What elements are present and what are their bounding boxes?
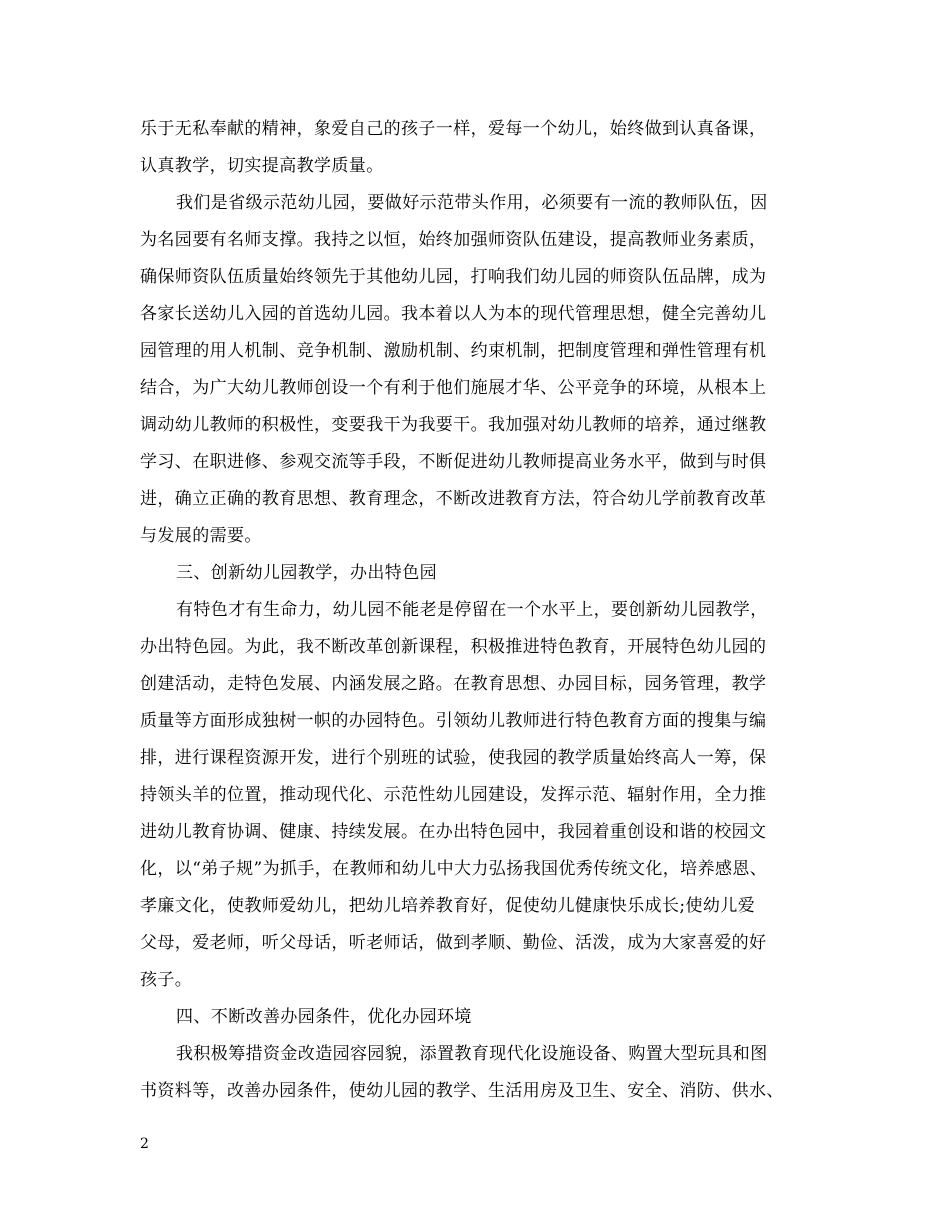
- section-heading: 三、创新幼儿园教学，办出特色园: [176, 563, 437, 583]
- page-number: 2: [140, 1136, 149, 1152]
- text-line: 化，以“弟子规”为抓手，在教师和幼儿中大力弘扬我国优秀传统文化，培养感恩、: [140, 859, 768, 879]
- text-line: 认真教学，切实提高教学质量。: [140, 156, 384, 176]
- text-line: 园管理的用人机制、竞争机制、激励机制、约束机制，把制度管理和弹性管理有机: [140, 341, 767, 361]
- text-line: 创建活动，走特色发展、内涵发展之路。在教育思想、办园目标，园务管理，教学: [140, 674, 767, 694]
- paragraph-start-line: 我积极筹措资金改造园容园貌，添置教育现代化设施设备、购置大型玩具和图: [176, 1044, 768, 1064]
- text-line: 调动幼儿教师的积极性，变要我干为我要干。我加强对幼儿教师的培养，通过继教: [140, 415, 767, 435]
- text-line: 父母，爱老师，听父母话，听老师话，做到孝顺、勤俭、活泼，成为大家喜爱的好: [140, 933, 767, 953]
- text-line: 持领头羊的位置，推动现代化、示范性幼儿园建设，发挥示范、辐射作用，全力推: [140, 785, 767, 805]
- paragraph-start-line: 有特色才有生命力，幼儿园不能老是停留在一个水平上，要创新幼儿园教学，: [176, 600, 768, 620]
- text-line: 办出特色园。为此，我不断改革创新课程，积极推进特色教育，开展特色幼儿园的: [140, 637, 767, 657]
- text-line: 确保师资队伍质量始终领先于其他幼儿园，打响我们幼儿园的师资队伍品牌，成为: [140, 267, 767, 287]
- text-line: 各家长送幼儿入园的首选幼儿园。我本着以人为本的现代管理思想，健全完善幼儿: [140, 304, 767, 324]
- section-heading: 四、不断改善办园条件，优化办园环境: [176, 1007, 472, 1027]
- text-line: 孩子。: [140, 970, 193, 990]
- text-line: 进，确立正确的教育思想、教育理念，不断改进教育方法，符合幼儿学前教育改革: [140, 489, 767, 509]
- text-line: 孝廉文化，使教师爱幼儿，把幼儿培养教育好，促使幼儿健康快乐成长;使幼儿爱: [140, 896, 756, 916]
- text-line: 进幼儿教育协调、健康、持续发展。在办出特色园中，我园着重创设和谐的校园文: [140, 822, 767, 842]
- text-line: 学习、在职进修、参观交流等手段，不断促进幼儿教师提高业务水平，做到与时俱: [140, 452, 767, 472]
- paragraph-start-line: 我们是省级示范幼儿园，要做好示范带头作用，必须要有一流的教师队伍，因: [176, 193, 768, 213]
- text-line: 结合，为广大幼儿教师创设一个有利于他们施展才华、公平竞争的环境，从根本上: [140, 378, 767, 398]
- text-line: 乐于无私奉献的精神，象爱自己的孩子一样，爱每一个幼儿，始终做到认真备课，: [140, 119, 767, 139]
- text-line: 质量等方面形成独树一帜的办园特色。引领幼儿教师进行特色教育方面的搜集与编: [140, 711, 767, 731]
- text-line: 与发展的需要。: [140, 526, 262, 546]
- text-line: 为名园要有名师支撑。我持之以恒，始终加强师资队伍建设，提高教师业务素质，: [140, 230, 767, 250]
- text-line: 排，进行课程资源开发，进行个别班的试验，使我园的教学质量始终高人一筹，保: [140, 748, 767, 768]
- text-line: 书资料等，改善办园条件，使幼儿园的教学、生活用房及卫生、安全、消防、供水、: [140, 1081, 784, 1101]
